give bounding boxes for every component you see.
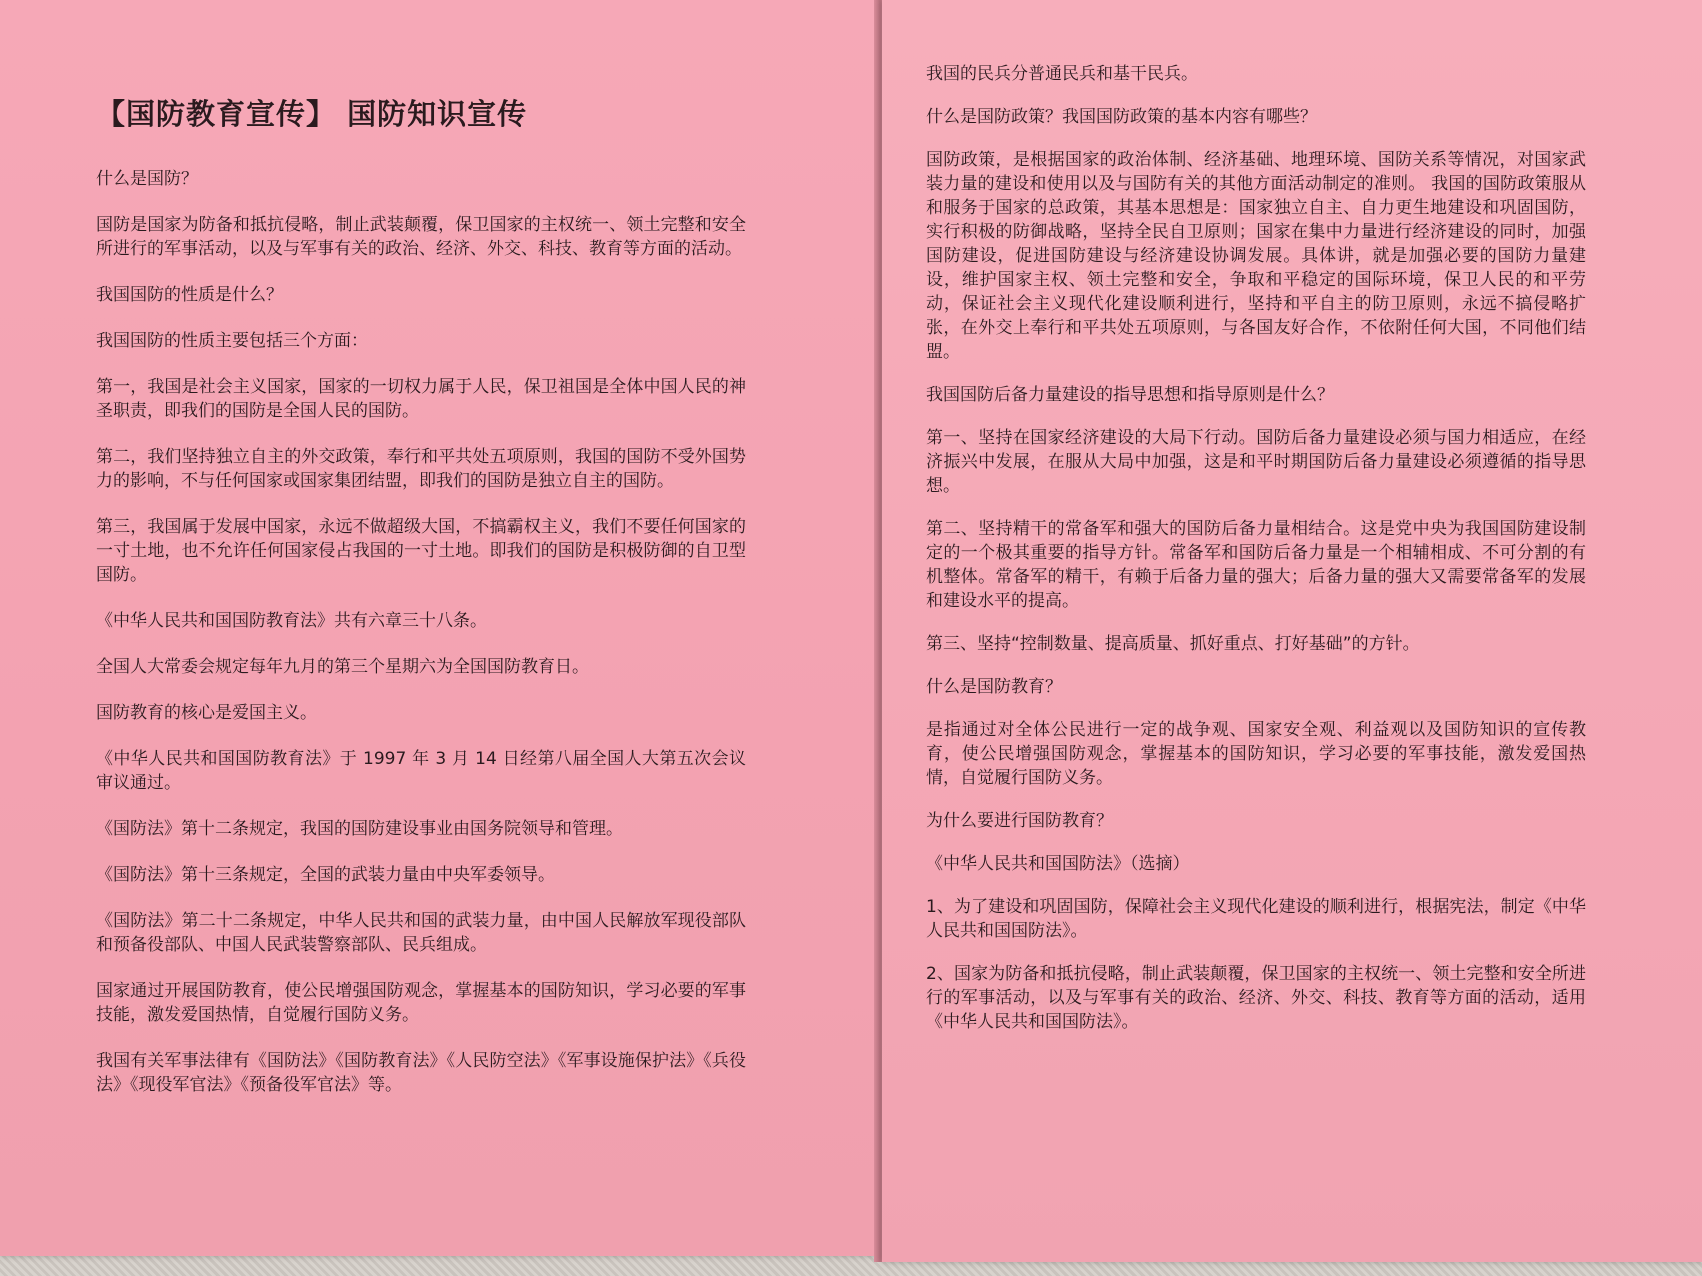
right-paragraph: 2、国家为防备和抵抗侵略，制止武装颠覆，保卫国家的主权统一、领土完整和安全所进行的军事活动，以及与军事有关的政治、经济、外交、科技、教育等方面的活动，适用《中华人民共和国国防法》。 — [926, 964, 1586, 1032]
right-paragraph: 为什么要进行国防教育？ — [926, 811, 1113, 831]
left-paragraph: 什么是国防？ — [96, 169, 198, 189]
right-paragraph: 第一、坚持在国家经济建设的大局下行动。国防后备力量建设必须与国力相适应，在经济振兴中发展，在服从大局中加强，这是和平时期国防后备力量建设必须遵循的指导思想。 — [926, 428, 1586, 496]
left-paragraph: 《中华人民共和国国防教育法》于 1997 年 3 月 14 日经第八届全国人大第五次会议审议通过。 — [96, 749, 746, 793]
left-paragraph: 《中华人民共和国国防教育法》共有六章三十八条。 — [96, 611, 487, 631]
document-title: 【国防教育宣传】 国防知识宣传 — [96, 97, 528, 131]
right-paragraph: 1、为了建设和巩固国防，保障社会主义现代化建设的顺利进行，根据宪法，制定《中华人民共和国国防法》。 — [926, 897, 1586, 941]
right-paragraph: 什么是国防政策？我国国防政策的基本内容有哪些？ — [926, 107, 1317, 127]
left-paragraph: 国防是国家为防备和抵抗侵略，制止武装颠覆，保卫国家的主权统一、领土完整和安全所进行的军事活动，以及与军事有关的政治、经济、外交、科技、教育等方面的活动。 — [96, 215, 746, 259]
left-paragraph: 我国有关军事法律有《国防法》《国防教育法》《人民防空法》《军事设施保护法》《兵役法》《现役军官法》《预备役军官法》等。 — [96, 1051, 746, 1095]
left-paragraph: 第二，我们坚持独立自主的外交政策，奉行和平共处五项原则，我国的国防不受外国势力的影响，不与任何国家或国家集团结盟，即我们的国防是独立自主的国防。 — [96, 447, 746, 491]
right-paragraph: 我国国防后备力量建设的指导思想和指导原则是什么？ — [926, 385, 1334, 405]
right-paragraph: 第三、坚持“控制数量、提高质量、抓好重点、打好基础”的方针。 — [926, 634, 1420, 654]
left-paragraph: 国防教育的核心是爱国主义。 — [96, 703, 317, 723]
right-paragraph: 我国的民兵分普通民兵和基干民兵。 — [926, 64, 1198, 84]
right-paragraph: 第二、坚持精干的常备军和强大的国防后备力量相结合。这是党中央为我国国防建设制定的一个极其重要的指导方针。常备军和国防后备力量是一个相辅相成、不可分割的有机整体。常备军的精干，有赖于后备力量的强大；后备力量的强大又需要常备军的发展和建设水平的提高。 — [926, 519, 1586, 611]
right-paragraph: 国防政策，是根据国家的政治体制、经济基础、地理环境、国防关系等情况，对国家武装力量的建设和使用以及与国防有关的其他方面活动制定的准则。 我国的国防政策服从和服务于国家的总政策，其基本思想是：国家独立自主、自力更生地建设和巩固国防，实行积极的防御战略，坚持全民自卫原则；国家在集中力量进行经济建设的同时，加强国防建设，促进国防建设与经济建设协调发展。具体讲，就是加强必要的国防力量建设，维护国家主权、领土完整和安全，争取和平稳定的国际环境，保卫人民的和平劳动，保证社会主义现代化建设顺利进行，坚持和平自主的防卫原则，永远不搞侵略扩张，在外交上奉行和平共处五项原则，与各国友好合作，不依附任何大国，不同他们结盟。 — [926, 150, 1586, 362]
right-paragraph: 《中华人民共和国国防法》（选摘） — [926, 854, 1190, 874]
left-paragraph: 《国防法》第二十二条规定，中华人民共和国的武装力量，由中国人民解放军现役部队和预备役部队、中国人民武装警察部队、民兵组成。 — [96, 911, 746, 955]
left-paragraph: 第三，我国属于发展中国家，永远不做超级大国，不搞霸权主义，我们不要任何国家的一寸土地，也不允许任何国家侵占我国的一寸土地。即我们的国防是积极防御的自卫型国防。 — [96, 517, 746, 585]
left-paragraph: 我国国防的性质是什么？ — [96, 285, 283, 305]
right-paper-sheet — [882, 0, 1702, 1262]
left-paragraph: 全国人大常委会规定每年九月的第三个星期六为全国国防教育日。 — [96, 657, 589, 677]
left-paragraph: 《国防法》第十二条规定，我国的国防建设事业由国务院领导和管理。 — [96, 819, 623, 839]
right-paragraph: 什么是国防教育？ — [926, 677, 1062, 697]
left-paragraph: 国家通过开展国防教育，使公民增强国防观念，掌握基本的国防知识，学习必要的军事技能，激发爱国热情，自觉履行国防义务。 — [96, 981, 746, 1025]
left-paragraph: 第一，我国是社会主义国家，国家的一切权力属于人民，保卫祖国是全体中国人民的神圣职责，即我们的国防是全国人民的国防。 — [96, 377, 746, 421]
right-paragraph: 是指通过对全体公民进行一定的战争观、国家安全观、利益观以及国防知识的宣传教育，使公民增强国防观念，掌握基本的国防知识，学习必要的军事技能，激发爱国热情，自觉履行国防义务。 — [926, 720, 1586, 788]
left-paragraph: 我国国防的性质主要包括三个方面： — [96, 331, 368, 351]
left-paragraph: 《国防法》第十三条规定，全国的武装力量由中央军委领导。 — [96, 865, 555, 885]
